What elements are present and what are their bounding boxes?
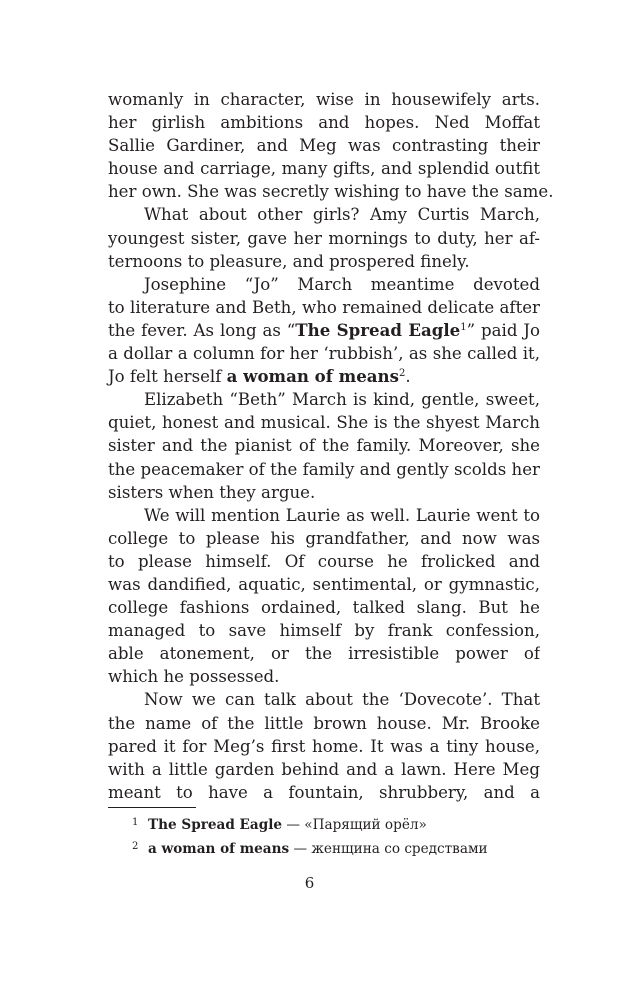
text-line: Elizabeth “Beth” March is kind, gentle, sweet, (144, 390, 540, 410)
text-line: a dollar a column for her ‘rubbish’, as she called it, (108, 344, 540, 364)
footnote-number: 2 (132, 841, 139, 852)
text-line: pared it for Meg’s first home. It was a tiny house, (108, 736, 540, 756)
text-line: her own. She was secretly wishing to have the same. (108, 182, 554, 202)
text-line (108, 365, 540, 388)
footnote-ref: 2 (398, 368, 406, 380)
text-line: Josephine “Jo” March meantime devoted (144, 274, 540, 294)
text-line: ternoons to pleasure, and prospered finely. (108, 251, 470, 271)
text-line: What about other girls? Amy Curtis March, (144, 205, 540, 225)
footnote-dash: — (293, 841, 308, 857)
text-run: ” paid Jo (466, 320, 540, 340)
text-line: house and carriage, many gifts, and splendid outfit (108, 159, 540, 179)
text-line: youngest sister, gave her mornings to duty, her af- (108, 228, 540, 248)
footnote-translation: женщина со средствами (311, 841, 488, 857)
page-number: 6 (304, 874, 315, 892)
text-line: which he possessed. (108, 667, 280, 687)
text-line: able atonement, or the irresistible power of (108, 644, 540, 664)
body-text (108, 88, 554, 804)
text-line: sisters when they argue. (108, 482, 316, 502)
text-run: the fever. As long as “ (108, 320, 296, 340)
text-line: sister and the pianist of the family. Moreover, she (108, 436, 540, 456)
footnote-term: a woman of means (148, 841, 290, 857)
text-run: Jo felt herself (108, 367, 227, 387)
footnote-number: 1 (132, 817, 139, 828)
text-line: the name of the little brown house. Mr. Brooke (108, 713, 540, 733)
text-line: college to please his grandfather, and now was (108, 528, 540, 548)
text-line: was dandified, aquatic, sentimental, or gymnastic, (108, 574, 540, 594)
text-line: Sallie Gardiner, and Meg was contrasting their (108, 136, 540, 156)
footnote-term: The Spread Eagle (148, 817, 283, 833)
bold-term: The Spread Eagle (295, 319, 461, 340)
text-line: managed to save himself by frank confession, (108, 621, 540, 641)
footnote (108, 814, 427, 834)
footnote-rule (108, 807, 196, 808)
text-run: . (405, 367, 411, 387)
footnote-translation: «Парящий орёл» (304, 817, 427, 833)
text-line: womanly in character, wise in housewifely arts. (108, 90, 540, 109)
text-line: with a little garden behind and a lawn. Here Meg (108, 759, 540, 779)
text-line: meant to have a fountain, shrubbery, and a (108, 782, 540, 802)
footnote (108, 838, 488, 858)
text-line: her girlish ambitions and hopes. Ned Moffat (108, 113, 540, 133)
text-line: We will mention Laurie as well. Laurie went to (144, 505, 540, 525)
text-line (108, 319, 540, 342)
text-line: Now we can talk about the ‘Dovecote’. That (144, 690, 540, 710)
text-line: to please himself. Of course he frolicked and (108, 551, 540, 571)
text-line: college fashions ordained, talked slang. But he (108, 598, 540, 618)
text-line: the peacemaker of the family and gently scolds her (108, 459, 540, 479)
bold-term: a woman of means (226, 366, 399, 387)
footnote-ref: 1 (460, 321, 467, 333)
text-line: quiet, honest and musical. She is the shyest March (108, 413, 540, 433)
footnote-dash: — (286, 817, 300, 833)
text-line: to literature and Beth, who remained delicate after (108, 297, 540, 317)
